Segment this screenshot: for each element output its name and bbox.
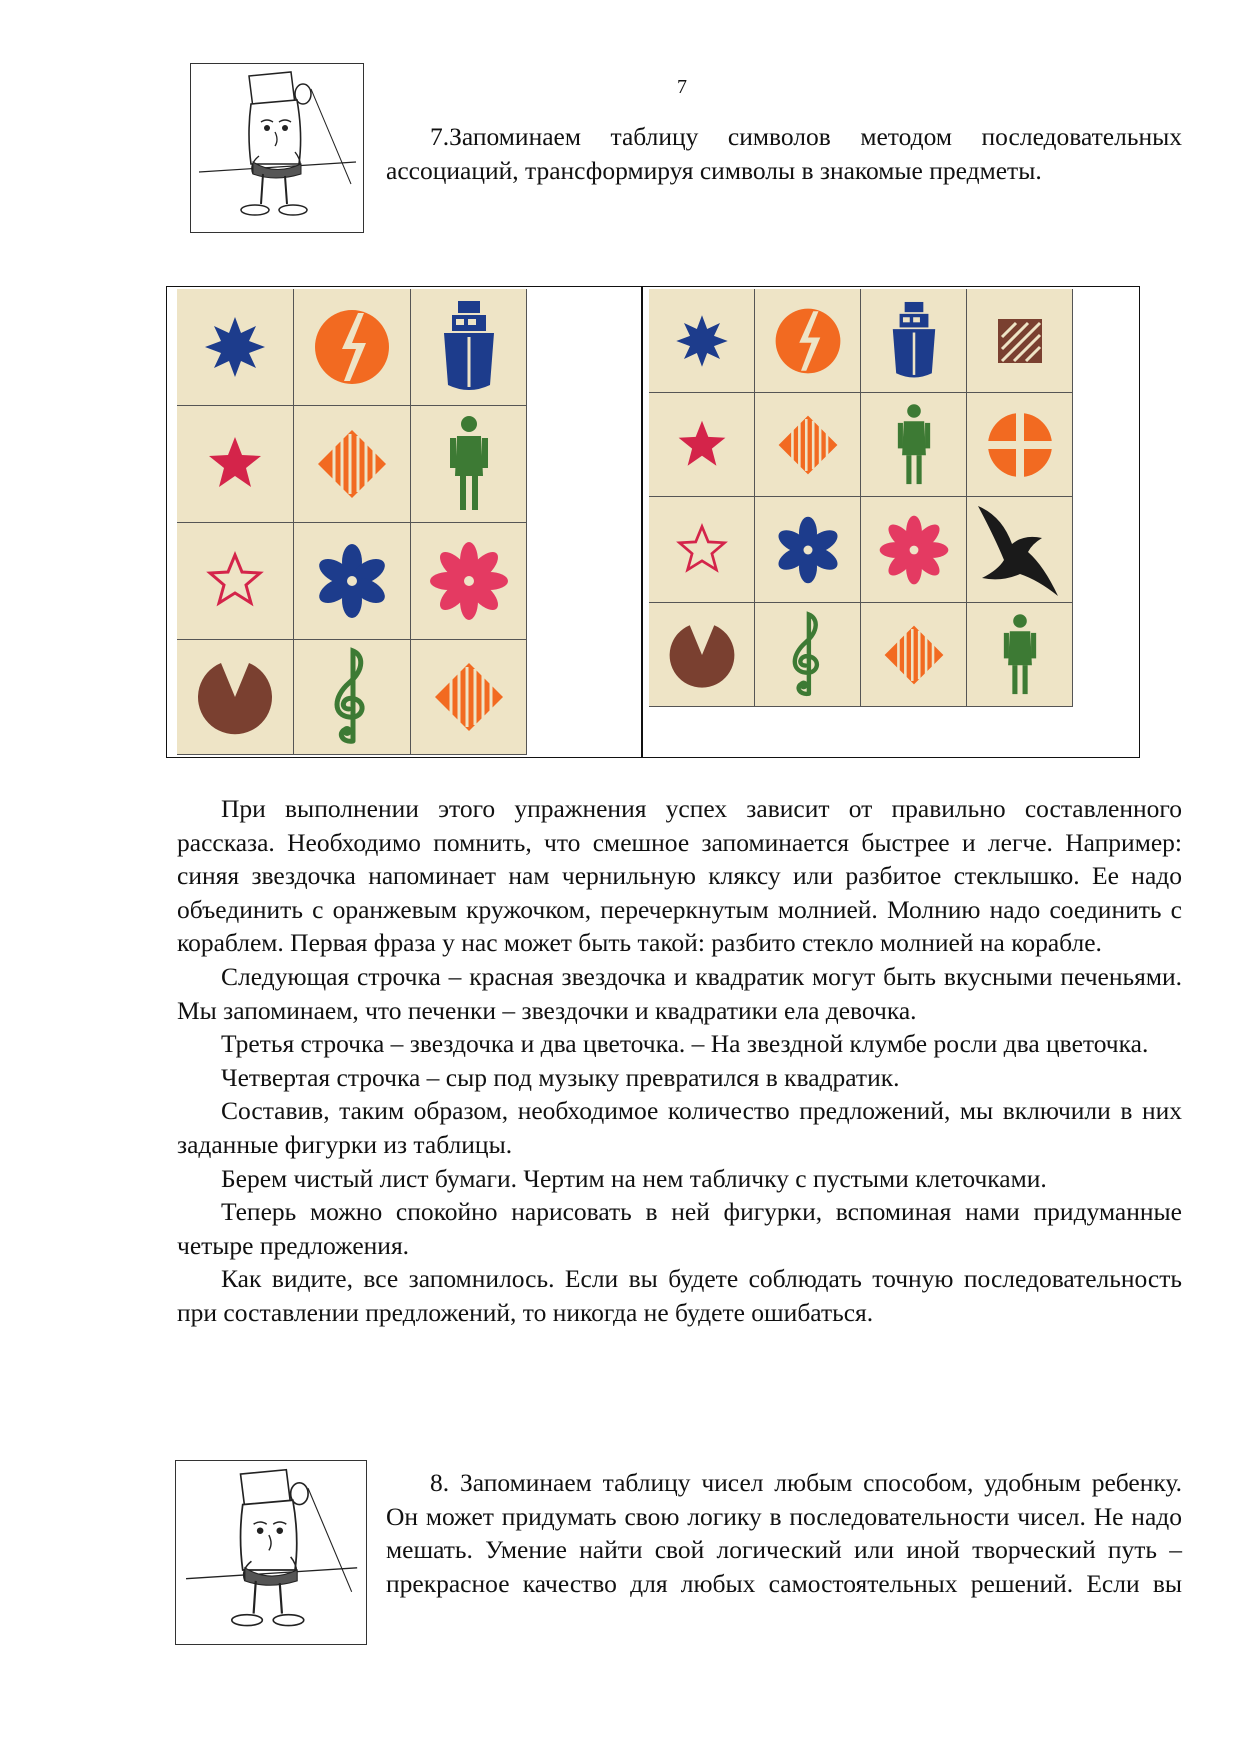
main-paragraph: Берем чистый лист бумаги. Чертим на нем табличку с пустыми клеточками. — [221, 1163, 1047, 1193]
main-paragraph: Теперь можно спокойно нарисовать в ней фигурки, вспоминая нами придуманные четыре предложения. — [177, 1197, 1182, 1260]
right-cell — [967, 393, 1073, 497]
right-cell — [861, 393, 967, 497]
orange-cross-circle-icon — [986, 411, 1054, 479]
orange-lightning-circle-icon — [312, 307, 392, 387]
left-cell — [177, 640, 294, 755]
right-cell — [755, 497, 861, 603]
green-girl-figure-icon — [1003, 612, 1037, 698]
brown-hatched-square-icon — [996, 317, 1044, 365]
pink-flower-icon — [427, 539, 511, 623]
green-girl-figure-icon — [449, 414, 489, 514]
red-outline-star-icon — [205, 551, 265, 611]
brown-pacman-icon — [667, 620, 737, 690]
left-cell — [177, 289, 294, 406]
red-outline-star-icon — [675, 523, 729, 577]
exercise-8-text — [386, 1466, 1182, 1600]
thinking-character-illustration — [175, 1460, 367, 1645]
main-paragraph: Как видите, все запомнилось. Если вы будете соблюдать точную последовательность при составлении предложений, то никогда не будете ошибаться. — [177, 1264, 1182, 1327]
orange-lightning-circle-icon — [773, 306, 843, 376]
orange-striped-diamond-icon — [882, 623, 946, 687]
exercise-7-text — [386, 120, 1182, 187]
right-cell — [967, 603, 1073, 707]
left-cell — [411, 406, 527, 523]
main-paragraph: Составив, таким образом, необходимое количество предложений, мы включили в них заданные фигурки из таблицы. — [177, 1096, 1182, 1159]
ship-icon — [886, 299, 942, 383]
right-cell — [755, 289, 861, 393]
right-cell — [649, 393, 755, 497]
orange-striped-diamond-icon — [432, 660, 506, 734]
main-paragraph: Третья строчка – звездочка и два цветочка. – На звездной клумбе росли два цветочка. — [221, 1029, 1149, 1059]
pink-flower-icon — [877, 513, 951, 587]
main-text — [177, 792, 1182, 1330]
green-treble-clef-icon — [786, 609, 830, 701]
right-cell — [861, 497, 967, 603]
exercise-8-paragraph: 8. Запоминаем таблицу чисел любым способом, удобным ребенку. Он может придумать свою логику в последовательности чисел. Не надо мешать. Умение найти свой логический или иной творческий путь – прекрасное качество для любых самостоятельных решений. Если вы — [386, 1468, 1182, 1598]
brown-pacman-icon — [195, 657, 275, 737]
black-bird-icon — [972, 500, 1068, 600]
left-cell — [294, 523, 411, 640]
orange-striped-diamond-icon — [315, 427, 389, 501]
right-cell — [861, 289, 967, 393]
left-cell — [294, 289, 411, 406]
blue-flower-icon — [772, 514, 844, 586]
blue-flower-icon — [312, 541, 392, 621]
right-cell — [649, 603, 755, 707]
green-girl-figure-icon — [897, 402, 931, 488]
red-star-icon — [205, 434, 265, 494]
right-cell — [649, 497, 755, 603]
left-symbol-table — [177, 289, 527, 755]
left-cell — [411, 523, 527, 640]
page-number: 7 — [677, 76, 687, 98]
symbol-tables-figure — [166, 286, 1140, 758]
left-cell — [177, 523, 294, 640]
left-cell — [177, 406, 294, 523]
main-paragraph: Четвертая строчка – сыр под музыку превратился в квадратик. — [221, 1062, 900, 1092]
right-cell — [649, 289, 755, 393]
left-cell — [294, 406, 411, 523]
blue-burst-star-icon — [200, 312, 270, 382]
left-cell — [294, 640, 411, 755]
right-symbol-table — [649, 289, 1073, 707]
main-paragraph: При выполнении этого упражнения успех зависит от правильно составленного рассказа. Необходимо помнить, что смешное запоминается быстрее и легче. Например: синяя звездочка напоминает нам чернильную кляксу или разбитое стеклышко. Ее надо объединить с оранжевым кружочком, перечеркнутым молнией. Молнию надо соединить с кораблем. Первая фраза у нас может быть такой: разбито стекло молнией на корабле. — [177, 794, 1182, 958]
right-cell — [967, 289, 1073, 393]
exercise-7-paragraph: 7.Запоминаем таблицу символов методом последовательных ассоциаций, трансформируя символы в знакомые предметы. — [386, 122, 1182, 185]
main-paragraph: Следующая строчка – красная звездочка и квадратик могут быть вкусными печеньями. Мы запоминаем, что печенки – звездочки и квадратики ела девочка. — [177, 961, 1182, 1025]
orange-striped-diamond-icon — [776, 413, 840, 477]
red-star-icon — [675, 418, 729, 472]
right-cell — [861, 603, 967, 707]
left-cell — [411, 640, 527, 755]
thinking-character-illustration — [190, 63, 364, 233]
blue-burst-star-icon — [672, 311, 732, 371]
right-cell — [967, 497, 1073, 603]
left-cell — [411, 289, 527, 406]
right-cell — [755, 603, 861, 707]
right-cell — [755, 393, 861, 497]
figure-divider — [641, 287, 643, 757]
ship-icon — [436, 299, 502, 395]
green-treble-clef-icon — [327, 645, 377, 749]
